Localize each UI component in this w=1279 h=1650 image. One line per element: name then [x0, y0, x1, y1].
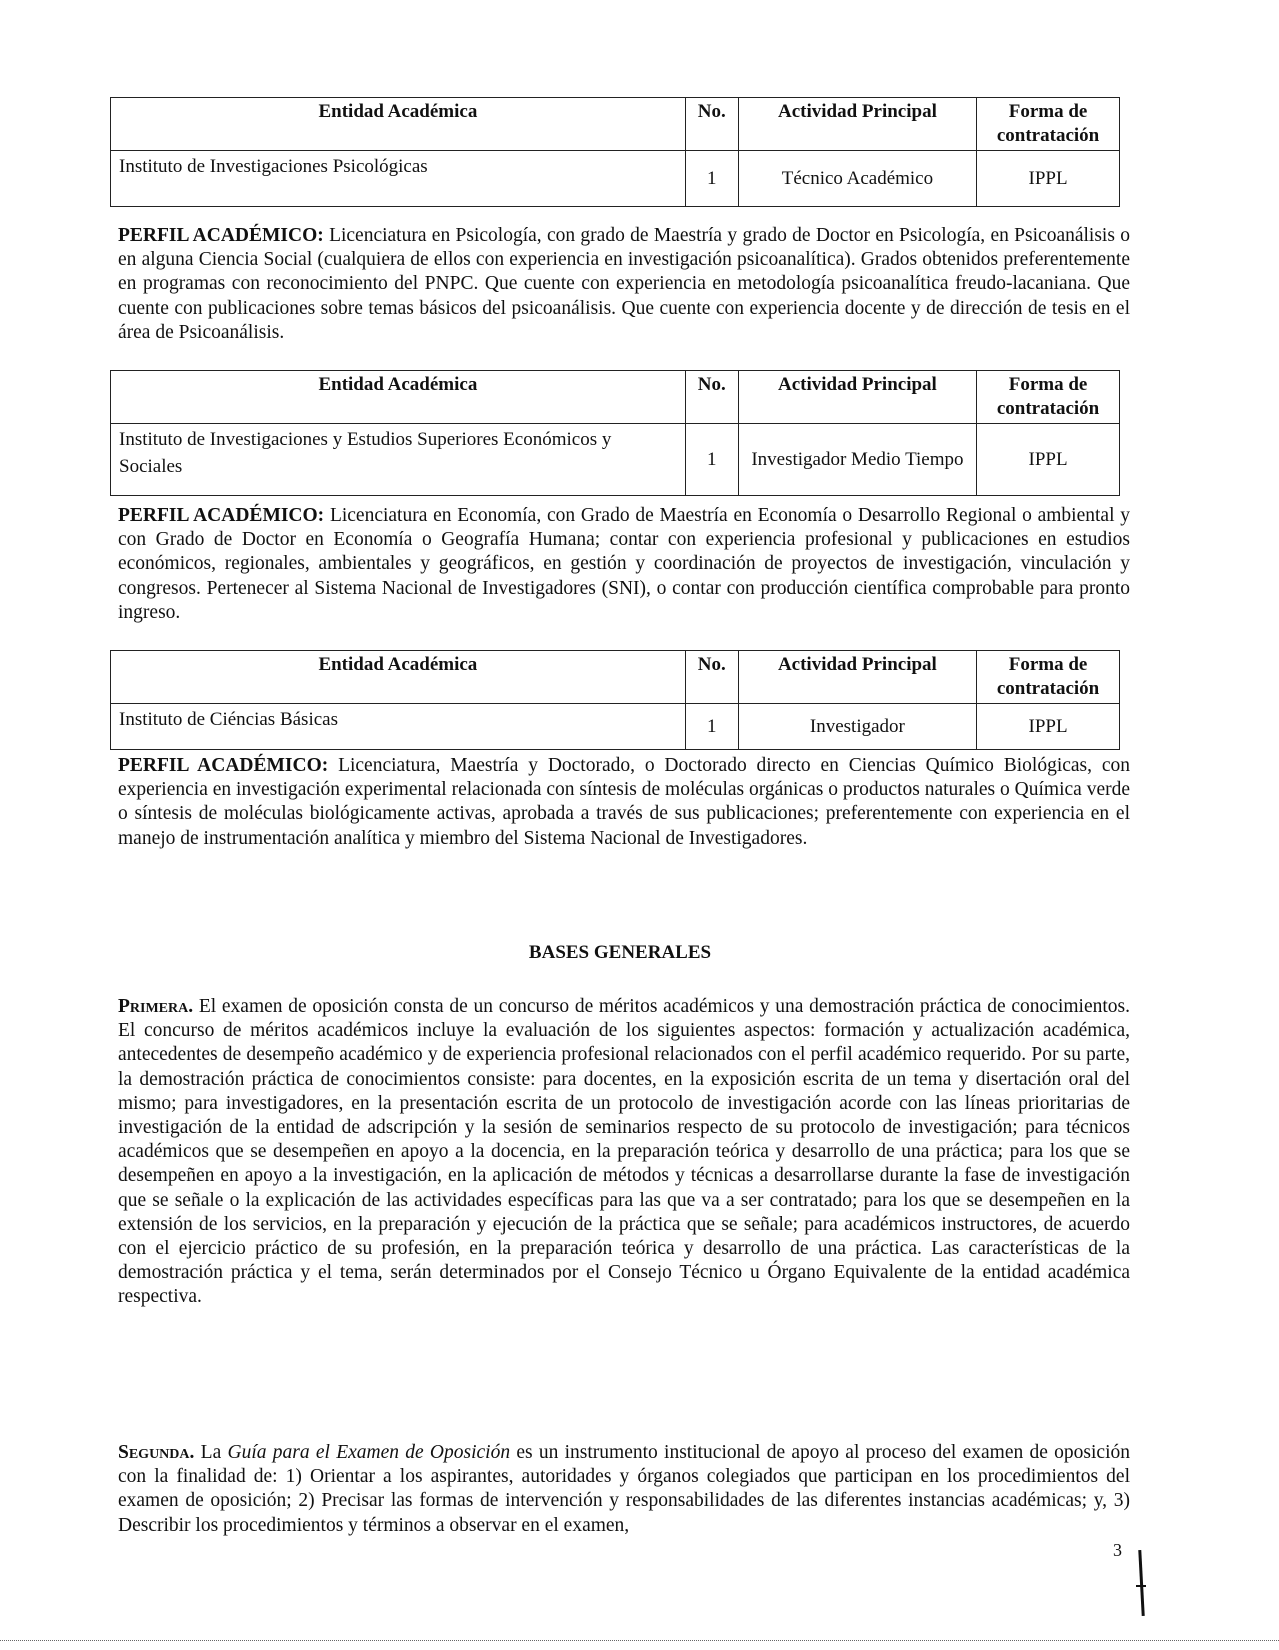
perfil-text: Licenciatura en Psicología, con grado de Maestría y grado de Doctor en Psicología, en Psicoanálisis o en alguna Ciencia Social (cualquiera de ellos con experiencia en investigación psicoanalítica). Grados obtenidos preferentemente en programas con reconocimiento del PNPC. Que cuente con experiencia en metodología psicoanalítica freudo-lacaniana. Que cuente con publicaciones sobre temas básicos del psicoanálisis. Que cuente con experiencia docente y de dirección de tesis en el área de Psicoanálisis. [118, 225, 1130, 343]
header-actividad: Actividad Principal [738, 98, 976, 151]
table-header-row [111, 651, 1120, 704]
segunda-pre: La [200, 1442, 222, 1463]
cell-forma: IPPL [977, 704, 1120, 750]
cell-forma: IPPL [977, 424, 1120, 496]
table-row [111, 151, 1120, 207]
header-actividad: Actividad Principal [738, 371, 976, 424]
cell-entidad: Instituto de Investigaciones y Estudios Superiores Económicos y Sociales [111, 424, 686, 496]
cell-actividad: Investigador [738, 704, 976, 750]
table-header-row [111, 371, 1120, 424]
perfil-label: PERFIL ACADÉMICO: [118, 225, 324, 246]
header-no: No. [685, 371, 738, 424]
perfil-text: Licenciatura en Economía, con Grado de Maestría en Economía o Desarrollo Regional o ambiental y con Grado de Doctor en Economía o Geografía Humana; contar con experiencia profesional y publicaciones en estudios económicos, regionales, ambientales y geográficos, en gestión y coordinación de proyectos de investigación, vinculación y congresos. Pertenecer al Sistema Nacional de Investigadores (SNI), o contar con producción científica comprobable para pronto ingreso. [118, 505, 1130, 623]
segunda-label: Segunda. [118, 1442, 195, 1463]
perfil-academico-2 [118, 504, 1130, 625]
perfil-academico-1 [118, 224, 1130, 345]
footer-scan-line [0, 1640, 1279, 1641]
base-segunda [118, 1441, 1130, 1538]
header-forma: Forma de contratación [977, 371, 1120, 424]
cell-actividad: Técnico Académico [738, 151, 976, 207]
perfil-label: PERFIL ACADÉMICO: [118, 505, 325, 526]
header-forma: Forma de contratación [977, 651, 1120, 704]
table-header-row [111, 98, 1120, 151]
cell-entidad: Instituto de Ciéncias Básicas [111, 704, 686, 750]
position-table-3 [110, 650, 1120, 750]
cell-no: 1 [685, 704, 738, 750]
header-forma: Forma de contratación [977, 98, 1120, 151]
cell-actividad: Investigador Medio Tiempo [738, 424, 976, 496]
section-heading: BASES GENERALES [528, 942, 712, 963]
perfil-label: PERFIL ACADÉMICO: [118, 755, 329, 776]
cell-no: 1 [685, 151, 738, 207]
perfil-academico-3 [118, 754, 1130, 851]
table-row [111, 424, 1120, 496]
segunda-italic-title: Guía para el Examen de Oposición [227, 1442, 511, 1463]
header-entidad: Entidad Académica [111, 98, 686, 151]
primera-text: El examen de oposición consta de un concurso de méritos académicos y una demostración práctica de conocimientos. El concurso de méritos académicos incluye la evaluación de los siguientes aspectos: formación y actualización académica, antecedentes de desempeño académico y de experiencia profesional relacionados con el perfil académico requerido. Por su parte, la demostración práctica de conocimientos consiste: para docentes, en la exposición escrita de un tema y disertación oral del mismo; para investigadores, en la presentación escrita de un protocolo de investigación acorde con las líneas prioritarias de investigación de la entidad de adscripción y la sesión de seminarios respecto de su protocolo de investigación; para técnicos académicos que se desempeñen en apoyo a la docencia, en la preparación teórica y desarrollo de una práctica; para los que se desempeñen en apoyo a la investigación, en la aplicación de métodos y técnicas a desarrollarse durante la fase de investigación que se señale o la explicación de las actividades específicas para las que va a ser contratado; para los que se desempeñen en la extensión de los servicios, en la preparación y ejecución de la práctica que se señale; para académicos instructores, de acuerdo con el ejercicio práctico de su profesión, en la preparación teórica y desarrollo de una práctica. Las características de la demostración práctica y el tema, serán determinados por el Consejo Técnico u Órgano Equivalente de la entidad académica respectiva. [118, 996, 1130, 1308]
cell-no: 1 [685, 424, 738, 496]
cell-forma: IPPL [977, 151, 1120, 207]
table-row [111, 704, 1120, 750]
page-number: 3 [1113, 1540, 1122, 1560]
header-no: No. [685, 651, 738, 704]
segunda-text: es un instrumento institucional de apoyo al proceso del examen de oposición con la finalidad de: 1) Orientar a los aspirantes, autoridades y órganos colegiados que participan en los procedimientos del examen de oposición; 2) Precisar las formas de intervención y responsabilidades de las diferentes instancias académicas; y, 3) Describir los procedimientos y términos a observar en el examen, [118, 1442, 1130, 1536]
perfil-text: Licenciatura, Maestría y Doctorado, o Doctorado directo en Ciencias Químico Biológicas, con experiencia en investigación experimental relacionada con síntesis de moléculas orgánicas o productos naturales o Química verde o síntesis de moléculas biológicamente activas, aprobada a través de sus publicaciones; preferentemente con experiencia en el manejo de instrumentación analítica y miembro del Sistema Nacional de Investigadores. [118, 755, 1130, 849]
header-entidad: Entidad Académica [111, 651, 686, 704]
handwritten-signature-crossbar [1136, 1585, 1146, 1587]
header-entidad: Entidad Académica [111, 371, 686, 424]
header-actividad: Actividad Principal [738, 651, 976, 704]
position-table-2 [110, 370, 1120, 496]
handwritten-signature-mark [1138, 1550, 1144, 1616]
base-primera [118, 995, 1130, 1310]
position-table-1 [110, 97, 1120, 207]
primera-label: Primera. [118, 996, 194, 1017]
header-no: No. [685, 98, 738, 151]
cell-entidad: Instituto de Investigaciones Psicológicas [111, 151, 686, 207]
